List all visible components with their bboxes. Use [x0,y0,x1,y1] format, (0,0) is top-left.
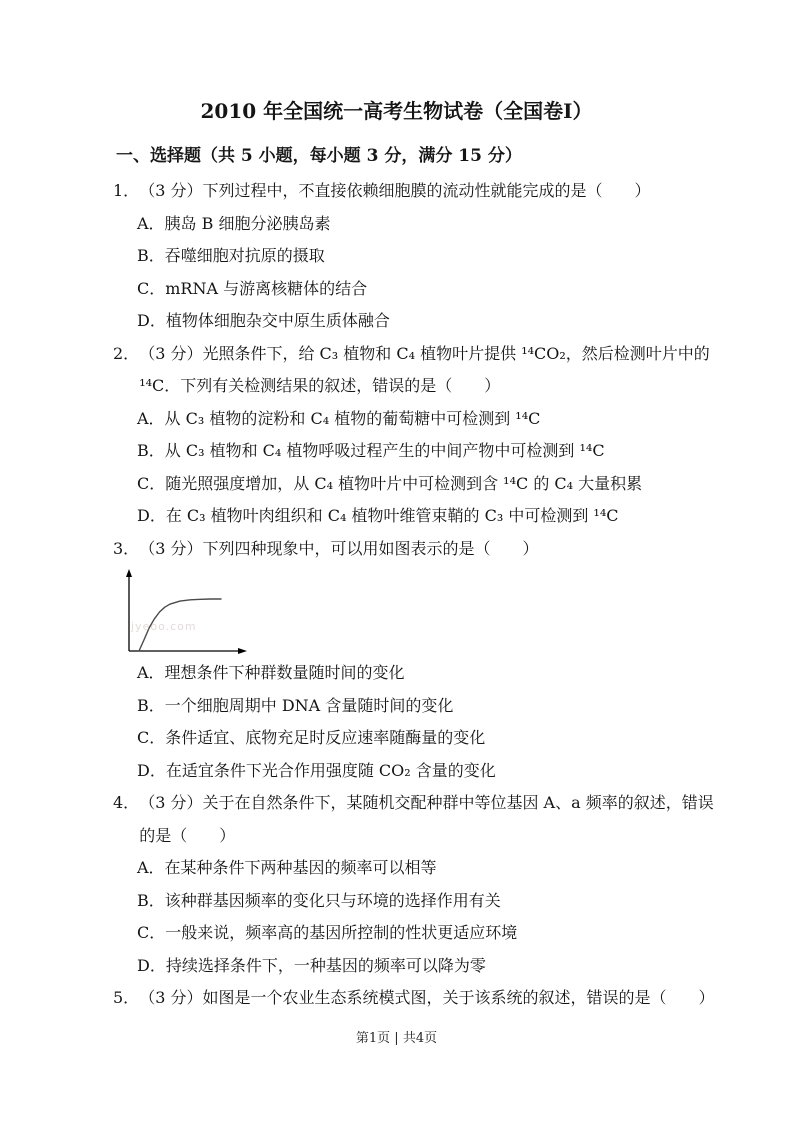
option-c: C．一般来说，频率高的基因所控制的性状更适应环境 [137,923,518,942]
question-3-options [113,657,727,787]
question-list [113,175,727,1015]
question-5-head [113,982,727,1015]
question-1-options [113,208,727,338]
option-d: D．植物体细胞杂交中原生质体融合 [137,311,390,330]
page-footer [0,1030,793,1048]
option-c: C．条件适宜、底物充足时反应速率随酶量的变化 [137,728,486,747]
y-axis-arrow-icon [126,569,132,577]
question-2 [113,338,727,533]
question-2-head [113,338,727,403]
figure-curve [139,599,221,651]
question-4-options [113,852,727,982]
option-a: A．理想条件下种群数量随时间的变化 [137,663,405,682]
question-3 [113,533,727,788]
section-heading: 一、选择题（共 5 小题，每小题 3 分，满分 15 分） [116,146,522,166]
option-a: A．在某种条件下两种基因的频率可以相等 [137,858,437,877]
question-number: 5． [113,988,140,1007]
question-5 [113,982,727,1015]
option-b: B．从 C₃ 植物和 C₄ 植物呼吸过程产生的中间产物中可检测到 ¹⁴C [137,441,605,460]
option-d: D．在 C₃ 植物叶肉组织和 C₄ 植物叶维管束鞘的 C₃ 中可检测到 ¹⁴C [137,506,619,525]
option-d: D．持续选择条件下，一种基因的频率可以降为零 [137,955,486,975]
question-number: 4． [113,793,140,812]
question-number: 1． [113,181,140,200]
question-stem: （3 分）关于在自然条件下，某随机交配种群中等位基因 A、a 频率的叙述，错误的是（ ） [139,793,714,845]
question-1-head [113,175,727,208]
saturation-curve-chart [117,567,257,657]
question-stem: （3 分）如图是一个农业生态系统模式图，关于该系统的叙述，错误的是（ ） [139,988,715,1007]
question-3-figure [117,567,337,657]
page-title: 2010 年全国统一高考生物试卷（全国卷I） [200,99,593,123]
question-4 [113,787,727,982]
question-2-options [113,403,727,533]
question-stem: （3 分）下列四种现象中，可以用如图表示的是（ ） [139,538,539,558]
option-c: C．mRNA 与游离核糖体的结合 [137,278,368,298]
option-b: B．吞噬细胞对抗原的摄取 [137,246,325,265]
question-1 [113,175,727,338]
x-axis-arrow-icon [238,648,247,654]
page-indicator: 第1页 | 共4页 [355,1031,438,1046]
watermark: jyeoo.com [131,620,197,633]
question-4-head [113,787,727,852]
option-c: C．随光照强度增加，从 C₄ 植物叶片中可检测到含 ¹⁴C 的 C₄ 大量积累 [137,473,643,493]
option-b: B．一个细胞周期中 DNA 含量随时间的变化 [137,695,454,715]
question-3-head [113,533,727,566]
option-d: D．在适宜条件下光合作用强度随 CO₂ 含量的变化 [137,760,496,780]
option-a: A．从 C₃ 植物的淀粉和 C₄ 植物的葡萄糖中可检测到 ¹⁴C [137,408,541,428]
option-a: A．胰岛 B 细胞分泌胰岛素 [137,213,331,233]
option-b: B．该种群基因频率的变化只与环境的选择作用有关 [137,890,501,910]
question-number: 2． [113,343,140,363]
question-stem: （3 分）下列过程中，不直接依赖细胞膜的流动性就能完成的是（ ） [139,181,651,200]
question-number: 3． [113,538,140,558]
question-stem: （3 分）光照条件下，给 C₃ 植物和 C₄ 植物叶片提供 ¹⁴CO₂，然后检测叶片中的 ¹⁴C．下列有关检测结果的叙述，错误的是（ ） [139,343,710,395]
